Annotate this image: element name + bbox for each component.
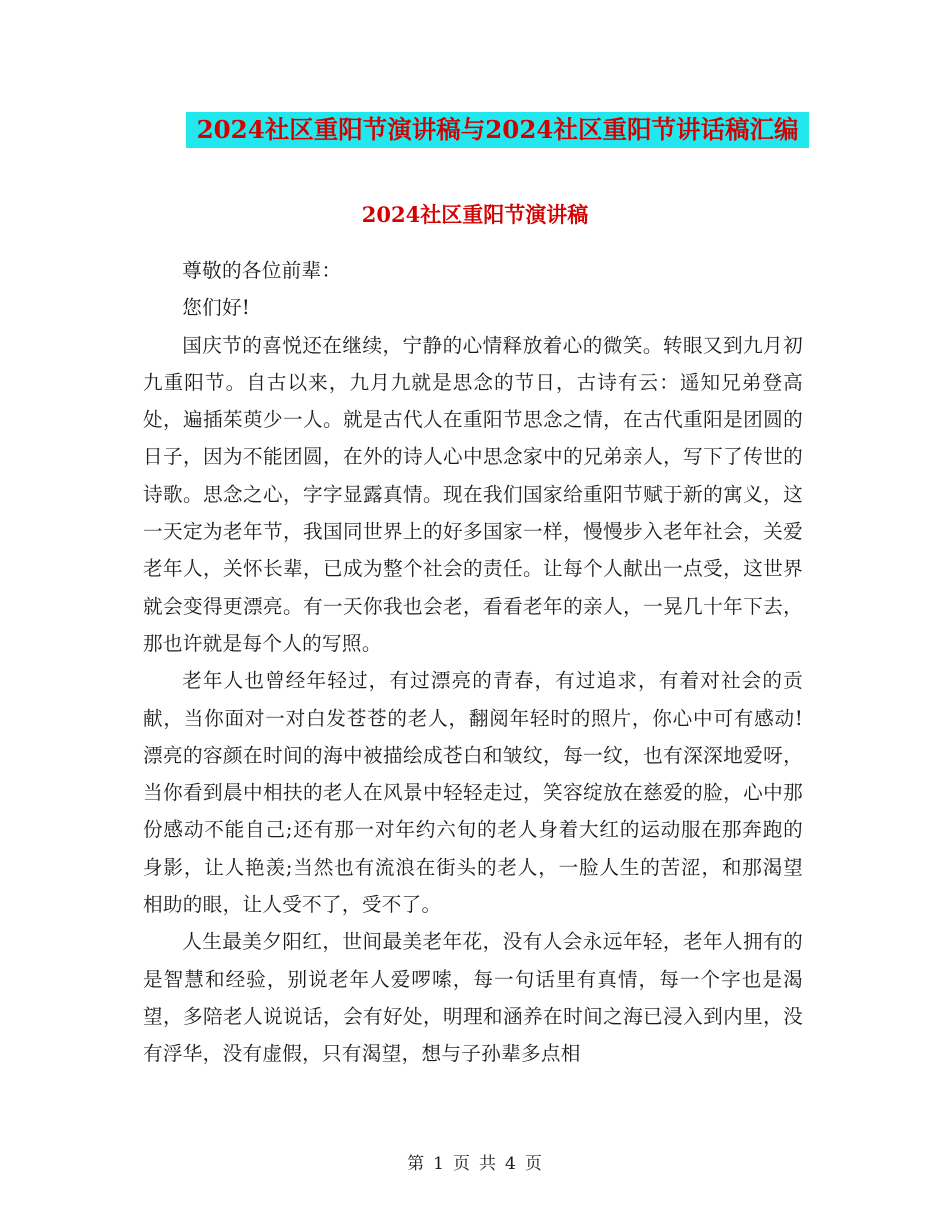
paragraph-2: 老年人也曾经年轻过，有过漂亮的青春，有过追求，有着对社会的贡献，当你面对一对白发苍苍的老人，翻阅年轻时的照片，你心中可有感动!漂亮的容颜在时间的海中被描绘成苍白和皱纹，每一纹，也有深深地爱呀，当你看到晨中相扶的老人在风景中轻轻走过，笑容绽放在慈爱的脸，心中那份感动不能自己;还有那一对年约六旬的老人身着大红的运动服在那奔跑的身影，让人艳羡;当然也有流浪在街头的老人，一脸人生的苦涩，和那渴望相助的眼，让人受不了，受不了。 [143, 669, 803, 917]
footer-total-prefix: 共 [479, 1154, 497, 1174]
footer-total-pages: 4 [505, 1154, 517, 1174]
paragraph-1: 国庆节的喜悦还在继续，宁静的心情释放着心的微笑。转眼又到九月初九重阳节。自古以来，九月九就是思念的节日，古诗有云：遥知兄弟登高处，遍插茱萸少一人。就是古代人在重阳节思念之情，在古代重阳是团圆的日子，因为不能团圆，在外的诗人心中思念家中的兄弟亲人，写下了传世的诗歌。思念之心，字字显露真情。现在我们国家给重阳节赋于新的寓义，这一天定为老年节，我国同世界上的好多国家一样，慢慢步入老年社会，关爱老年人，关怀长辈，已成为整个社会的责任。让每个人献出一点受，这世界就会变得更漂亮。有一天你我也会老，看看老年的亲人，一晃几十年下去，那也许就是每个人的写照。 [143, 333, 803, 655]
document-text [143, 252, 803, 1073]
page-footer [0, 1152, 950, 1176]
document-main-title: 2024社区重阳节演讲稿与2024社区重阳节讲话稿汇编 [186, 112, 809, 148]
footer-page-word: 页 [453, 1154, 471, 1174]
footer-prefix: 第 [407, 1154, 426, 1174]
paragraph-3: 人生最美夕阳红，世间最美老年花，没有人会永远年轻，老年人拥有的是智慧和经验，别说老年人爱啰嗦，每一句话里有真情，每一个字也是渴望，多陪老人说说话，会有好处，明理和涵养在时间之海已浸入到内里，没有浮华，没有虚假，只有渴望，想与子孙辈多点相 [143, 930, 803, 1066]
paragraph-salutation: 尊敬的各位前辈： [182, 259, 342, 282]
document-sub-title: 2024社区重阳节演讲稿 [361, 202, 589, 227]
footer-suffix: 页 [524, 1154, 543, 1174]
footer-page-number: 1 [433, 1154, 445, 1174]
paragraph-greeting: 您们好! [182, 296, 251, 320]
